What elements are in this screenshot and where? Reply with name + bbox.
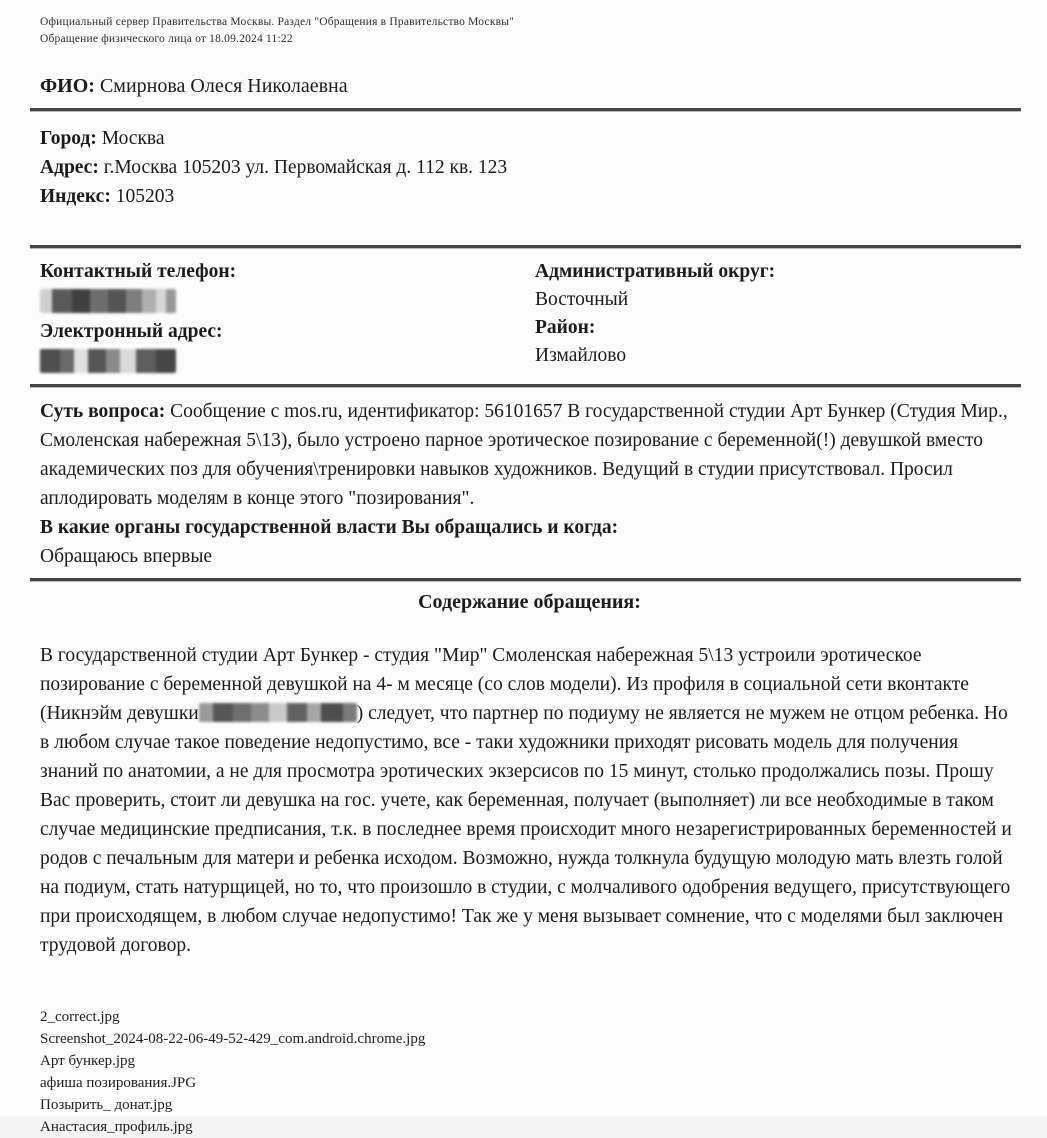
address-row: [40, 153, 1019, 182]
content-body-part1: В государственной студии Арт Бункер - студия "Мир" Смоленская набережная 5\13 устроили эротическое позирование с беременной девушкой на 4- м месяце (со слов модели). Из профиля в социальной сети вконтакте (Никнэйм девушки: [40, 644, 969, 724]
city-label: Город:: [40, 127, 97, 149]
attachment-item: афиша позирования.JPG: [40, 1074, 197, 1091]
phone-label: Контактный телефон:: [40, 260, 237, 282]
address-value: г.Москва 105203 ул. Первомайская д. 112 кв. 123: [103, 156, 508, 178]
address-label: Адрес:: [40, 156, 99, 178]
area-value: Измайлово: [535, 344, 627, 366]
address-block: [40, 124, 1019, 211]
attachment-item: 2_correct.jpg: [40, 1008, 120, 1025]
attachment-item: Screenshot_2024-08-22-06-49-52-429_com.android.chrome.jpg: [40, 1030, 426, 1047]
divider: [30, 245, 1021, 249]
city-value: Москва: [101, 127, 165, 149]
index-label: Индекс:: [40, 185, 111, 207]
attachment-item: Арт бункер.jpg: [40, 1052, 136, 1069]
agencies-answer: Обращаюсь впервые: [40, 545, 213, 567]
district-value: Восточный: [535, 288, 629, 310]
email-label: Электронный адрес:: [40, 320, 223, 342]
attachment-list: [40, 1006, 1019, 1138]
divider: [30, 384, 1021, 388]
header-source-line: Официальный сервер Правительства Москвы. Раздел "Обращения в Правительство Москвы": [40, 16, 515, 28]
content-heading: Содержание обращения:: [418, 590, 641, 613]
agencies-question-label: В какие органы государственной власти Вы обращались и когда:: [40, 516, 619, 538]
divider: [30, 108, 1021, 112]
district-label: Административный округ:: [535, 260, 776, 282]
attachment-item: Позырить_ донат.jpg: [40, 1096, 173, 1113]
fio-value: Смирнова Олеся Николаевна: [99, 74, 348, 97]
contact-left-column: [40, 258, 535, 378]
header-date-line: Обращение физического лица от 18.09.2024 11:22: [40, 33, 293, 46]
fio-label: ФИО:: [40, 74, 95, 97]
content-body: [40, 641, 1019, 960]
contact-right-column: [535, 258, 1019, 378]
question-section: [40, 397, 1019, 571]
index-value: 105203: [115, 185, 175, 207]
contact-section: [40, 258, 1019, 378]
document-header: [40, 14, 1019, 49]
index-row: [40, 182, 1019, 211]
content-body-part2: ) следует, что партнер по подиуму не является не мужем не отцом ребенка. Но в любом случае такое поведение недопустимо, все - таки художники приходят рисовать модель для получения знаний по анатомии, а не для просмотра эротических экзерсисов по 15 минут, столько продолжались позы. Прошу Вас проверить, стоит ли девушка на гос. учете, как беременная, получает (выполняет) ли все необходимые в таком случае медицинские предписания, т.к. в последнее время происходит много незарегистрированных беременностей и родов с печальным для матери и ребенка исходом. Возможно, нужда толкнула будущую молодую мать влезть голой на подиум, стать натурщицей, но то, что произошло в студии, с молчаливого одобрения ведущего, присутствующего при происходящем, в любом случае недопустимо! Так же у меня вызывает сомнение, что с моделями был заключен трудовой договор.: [40, 702, 1012, 956]
city-row: [40, 124, 1019, 153]
redacted-phone-block: [40, 289, 176, 313]
attachment-item: Анастасия_профиль.jpg: [40, 1118, 193, 1135]
question-label: Суть вопроса:: [40, 400, 166, 422]
redacted-email-block: [40, 349, 176, 373]
question-text: Сообщение с mos.ru, идентификатор: 56101657 В государственной студии Арт Бункер (Студия Мир., Смоленская набережная 5\13), было устроено парное эротическое позирование с беременной(!) девушкой вместо академических поз для обучения\тренировки навыков художников. Ведущий в студии присутствовал. Просил аплодировать моделям в конце этого "позирования".: [40, 400, 1008, 509]
redacted-nickname-block: [199, 703, 357, 722]
area-label: Район:: [535, 316, 596, 338]
divider: [30, 578, 1021, 582]
fio-row: [40, 75, 1019, 98]
